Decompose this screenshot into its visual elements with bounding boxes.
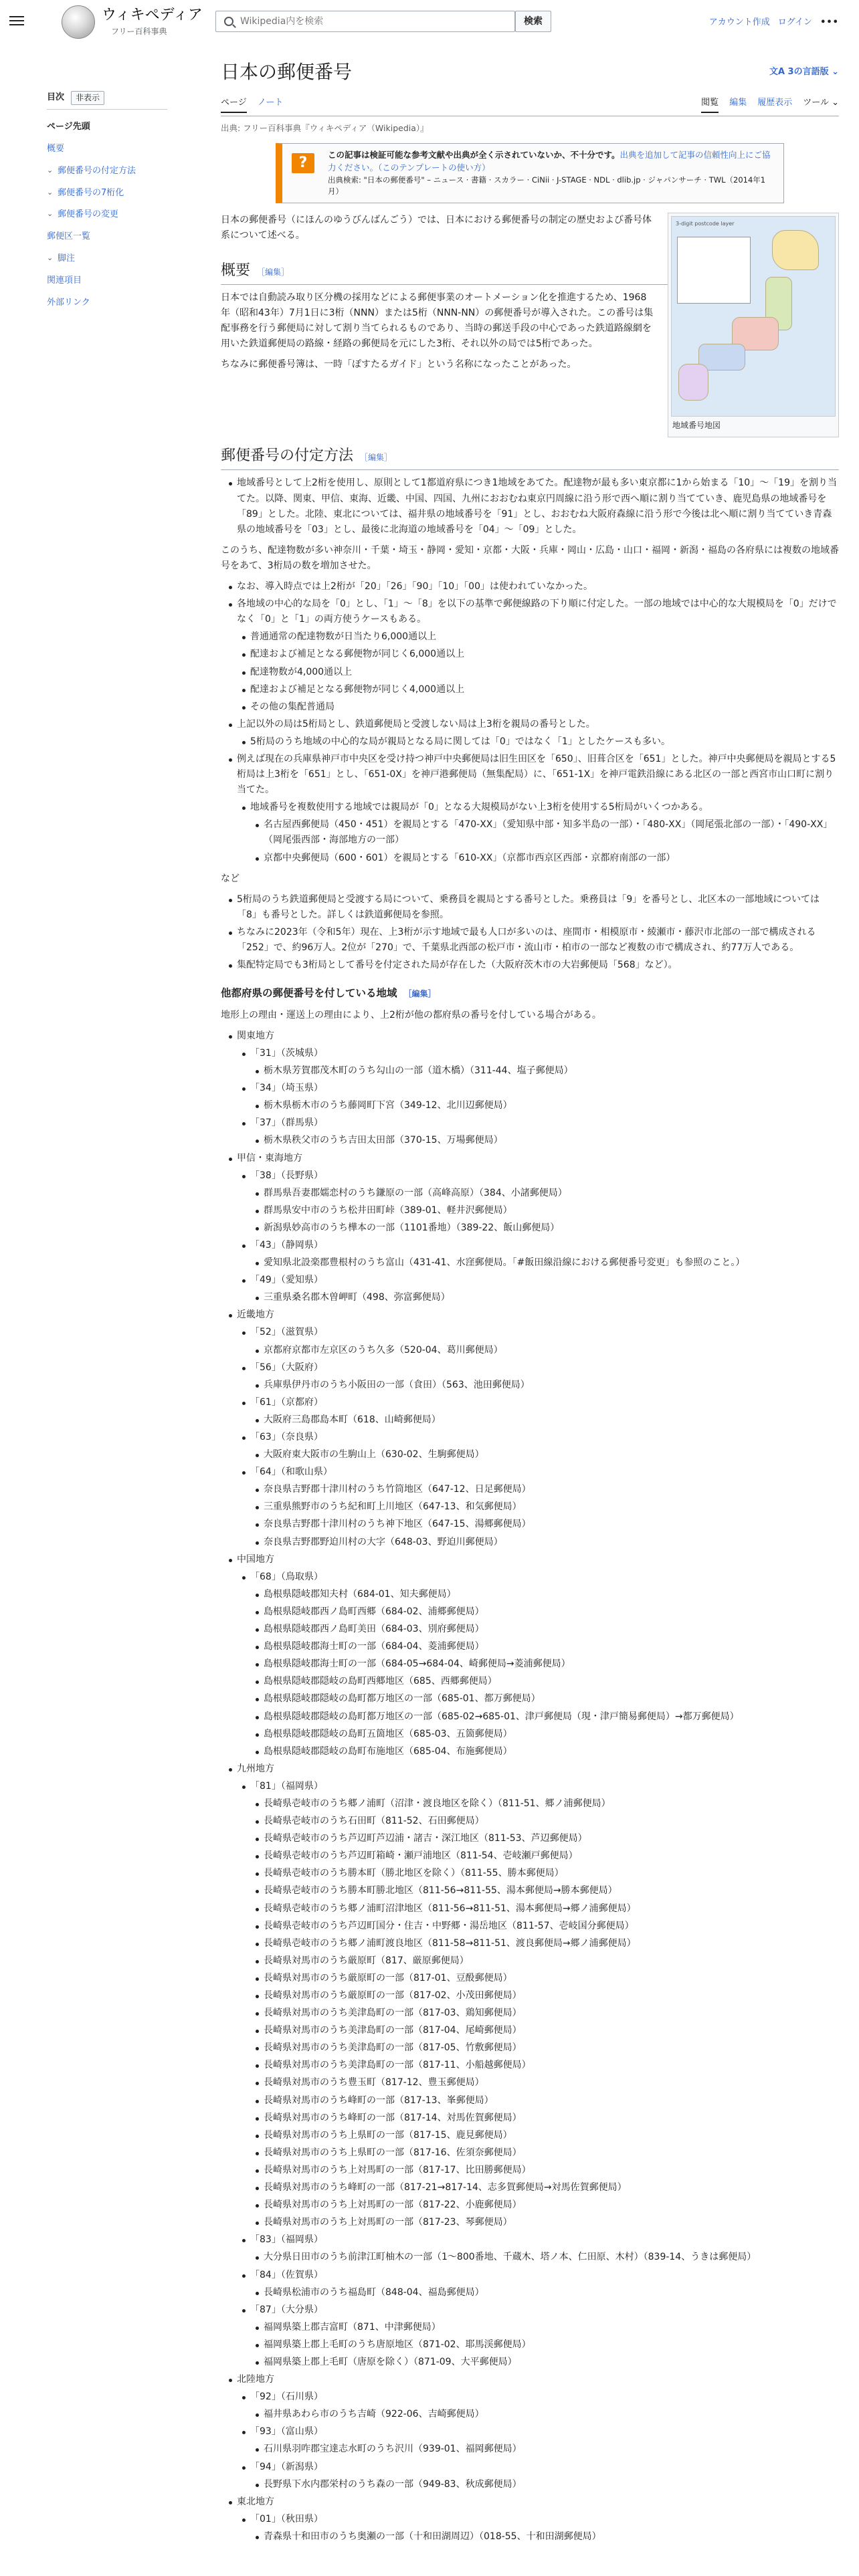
code-group: [242, 2424, 839, 2457]
list-item: 上記以外の局は5桁局とし、鉄道郵便局と受渡しない局は上3桁を親局の番号とした。 5桁局のうち地域の中心的な局が親局となる局に関しては「0」ではなく「1」としたケースも多い。: [229, 717, 839, 750]
infobox: [668, 213, 839, 437]
code-group: [242, 1238, 839, 1271]
postcode-region-map[interactable]: [671, 216, 836, 417]
code-group: [242, 2268, 839, 2300]
list-item: 島根県隠岐郡知夫村（684-01、知夫郵便局）: [256, 1587, 839, 1602]
chevron-down-icon[interactable]: ⌄: [47, 209, 54, 219]
region-group-list: [237, 1046, 839, 1149]
list-item: その他の集配普通局: [242, 700, 839, 715]
list-item: なお、導入時点では上2桁が「20」「26」「90」「10」「00」は使われていなかった。: [229, 579, 839, 595]
code-group: [242, 1395, 839, 1428]
wikipedia-logo-icon[interactable]: [62, 5, 95, 39]
list-item: 長崎県対馬市のうち上対馬町の一部（817-23、琴郵便局）: [256, 2215, 839, 2230]
section-other-heading: 他都府県の郵便番号を付している地域 ［編集］: [221, 987, 436, 1000]
area-list: [250, 1133, 839, 1148]
list-item: 長崎県対馬市のうち上対馬町の一部（817-17、比田勝郵便局）: [256, 2163, 839, 2178]
code-group: [242, 1570, 839, 1759]
list-item: 栃木県秩父市のうち吉田太田部（370-15、万場郵便局）: [256, 1133, 839, 1148]
code-group: [242, 1168, 839, 1236]
edit-section-link[interactable]: ［編集］: [360, 453, 393, 463]
area-list: [250, 1587, 839, 1759]
area-list: [250, 1378, 839, 1393]
list-item: 長崎県壱岐市のうち石田町（811-52、石田郵便局）: [256, 1814, 839, 1829]
list-item: 福岡県築上郡吉富町（871、中津郵便局）: [256, 2320, 839, 2335]
tagline: フリー百科事典: [111, 27, 167, 36]
map-title: 3-digit postcode layer: [676, 221, 735, 227]
intro-paragraph: 日本の郵便番号（にほんのゆうびんばんごう）では、日本における郵便番号の制定の歴史および番号体系について述べる。: [221, 215, 652, 241]
area-list: [250, 1343, 839, 1358]
list-item: 長崎県対馬市のうち豊玉町（817-12、豊玉郵便局）: [256, 2075, 839, 2090]
postcode-prefix: 「52」（滋賀県）: [250, 1327, 323, 1338]
area-list: [250, 2477, 839, 2492]
area-list: [250, 1290, 839, 1305]
list-item: 京都府京都市左京区のうち久多（520-04、葛川郵便局）: [256, 1343, 839, 1358]
list-item: 新潟県妙高市のうち樺本の一部（1101番地）（389-22、飯山郵便局）: [256, 1220, 839, 1236]
code-group: [242, 2232, 839, 2265]
template-usage-link[interactable]: （このテンプレートの使い方）: [378, 163, 490, 173]
list-item: 長崎県対馬市のうち上対馬町の一部（817-22、小鹿郵便局）: [256, 2197, 839, 2213]
list-item: 島根県隠岐郡隠岐の島町西郷地区（685、西郷郵便局）: [256, 1674, 839, 1689]
toc-item-list[interactable]: 郵便区一覧: [47, 231, 91, 242]
page-title: 日本の郵便番号: [221, 61, 353, 83]
list-item: 三重県桑名郡木曽岬町（498、弥富郵便局）: [256, 1290, 839, 1305]
code-group: [242, 2512, 839, 2545]
list-item: 奈良県吉野郡野迫川村の大字（648-03、野迫川郵便局）: [256, 1535, 839, 1550]
user-links: [709, 16, 839, 30]
list-item: 長崎県壱岐市のうち芦辺町芦辺浦・諸吉・深江地区（811-53、芦辺郵便局）: [256, 1831, 839, 1846]
map-inset: [677, 237, 751, 304]
code-group: [242, 1046, 839, 1079]
list-item: 青森県十和田市のうち奥瀬の一部（十和田湖周辺）（018-55、十和田湖郵便局）: [256, 2529, 839, 2545]
postcode-prefix: 「43」（静岡県）: [250, 1239, 323, 1251]
list-item: 地域番号を複数使用する地域では親局が「0」となる大規模局がない上3桁を使用する5桁局がいくつかある。 名古屋西郵便局（450・451）を親局とする「470-XX」（愛知県中部・知多半島の一部）・「480-XX」（岡尾張北部の一部）・「490-XX」（岡尾張西部・海部地方の一部） 京都中央郵便局（600・601）を親局とする「610-XX」（京都市西京区西部・京都府南部の一部）: [242, 800, 839, 865]
code-group: [242, 1360, 839, 1393]
region-item: [229, 1151, 839, 1306]
region-item: [229, 2494, 839, 2545]
code-group: [242, 2302, 839, 2370]
area-list: [250, 1255, 839, 1271]
list-item: 大阪府三島郡島本町（618、山崎郵便局）: [256, 1412, 839, 1428]
list-item: 長崎県対馬市のうち上県町の一部（817-16、佐須奈郵便局）: [256, 2145, 839, 2161]
list-item: 長崎県対馬市のうち厳原町の一部（817-02、小茂田郵便局）: [256, 1988, 839, 2004]
chevron-down-icon[interactable]: ⌄: [47, 165, 54, 175]
list-item: 例えば現在の兵庫県神戸市中央区を受け持つ神戸中央郵便局は旧生田区を「650」、旧葺合区を「651」とした。神戸中央郵便局を親局とする5桁局は上3桁を「651」とし、「651-0X」を神戸港郵便局（無集配局）に、「651-1X」を神戸電鉄沿線にある北区の一部と西宮市山口町に割り当てた。 地域番号を複数使用する地域では親局が「0」となる大規模局がない上3桁を使用する5桁局がいくつかある。 名古屋西郵便局（450・451）を親局とする「470-XX」（愛知県中部・知多半島の一部）・「480-XX」（岡尾張北部の一部）・「490-XX」（岡尾張西部・海部地方の一部） 京都中央郵便局（600・601）を親局とする「610-XX」（京都市西京区西部・京都府南部の一部）: [229, 752, 839, 866]
login-link[interactable]: ログイン: [777, 17, 813, 27]
section-method-heading: 郵便番号の付定方法 ［編集］: [221, 444, 839, 470]
language-button[interactable]: 文A 3の言語版 ⌄: [769, 67, 839, 77]
toc-item-top[interactable]: ページ先頭: [47, 122, 90, 132]
list-item: 島根県隠岐郡西ノ島町西郷（684-02、浦郷郵便局）: [256, 1604, 839, 1620]
list-item: 栃木県芳賀郡茂木町のうち勾山の一部（道木橋）（311-44、塩子郵便局）: [256, 1063, 839, 1079]
region-item: [229, 1552, 839, 1759]
etc-text: など: [221, 873, 240, 884]
postcode-prefix: 「34」（埼玉県）: [250, 1083, 323, 1094]
tab-edit[interactable]: 編集: [729, 97, 747, 108]
list-item: 大分県日田市のうち前津江町柚木の一部（1～800番地、千蔵木、塔ノ本、仁田原、木村）（839-14、うきは郵便局）: [256, 2250, 839, 2265]
list-item: 5桁局のうち地域の中心的な局が親局となる局に関しては「0」ではなく「1」としたケースも多い。: [242, 734, 839, 750]
list-item: 長崎県壱岐市のうち郷ノ浦町渡良地区（811-58→811-51、渡良郵便局→郷ノ浦郵便局）: [256, 1936, 839, 1951]
list-item: 兵庫県伊丹市のうち小阪田の一部（食田）（563、池田郵便局）: [256, 1378, 839, 1393]
region-item: [229, 1761, 839, 2370]
list-item: 福井県あわら市のうち吉崎（922-06、吉崎郵便局）: [256, 2407, 839, 2422]
postcode-prefix: 「56」（大阪府）: [250, 1362, 323, 1373]
regions-list: [221, 1029, 839, 2545]
postcode-prefix: 「31」（茨城県）: [250, 1047, 323, 1059]
list-item: 長崎県対馬市のうち美津島町の一部（817-05、竹敷郵便局）: [256, 2040, 839, 2056]
list-item: 長崎県壱岐市のうち勝本町勝北地区（811-56→811-55、湯本郵便局→勝本郵便局）: [256, 1883, 839, 1899]
toc-item-7digit[interactable]: ⌄ 郵便番号の7桁化: [47, 183, 167, 205]
main-content: [221, 60, 839, 2547]
translate-icon: 文A: [769, 67, 788, 77]
code-group: [242, 1081, 839, 1113]
code-group: [242, 1325, 839, 1358]
area-list: [250, 1412, 839, 1428]
tab-tools[interactable]: ツール ⌄: [803, 97, 839, 108]
postcode-prefix: 「94」（新潟県）: [250, 2461, 323, 2472]
list-item: 京都中央郵便局（600・601）を親局とする「610-XX」（京都市西京区西部・京都府南部の一部）: [256, 851, 839, 866]
area-list: [250, 2442, 839, 2457]
postcode-prefix: 「87」（大分県）: [250, 2304, 323, 2315]
list-item: 配達および補足となる郵便物が同じく4,000通以上: [242, 682, 839, 697]
list-item: 名古屋西郵便局（450・451）を親局とする「470-XX」（愛知県中部・知多半島の一部）・「480-XX」（岡尾張北部の一部）・「490-XX」（岡尾張西部・海部地方の一部）: [256, 817, 839, 848]
list-item: 島根県隠岐郡海士町の一部（684-04、菱浦郵便局）: [256, 1639, 839, 1654]
region-item: [229, 1029, 839, 1149]
overview-paragraph-2: ちなみに郵便番号簿は、一時「ぽすたるガイド」という名称になったことがあった。: [221, 359, 577, 370]
list-item: 長崎県壱岐市のうち郷ノ浦町沼津地区（811-56→811-51、湯本郵便局→郷ノ浦郵便局）: [256, 1901, 839, 1917]
method-list-3: [221, 892, 839, 973]
toc-item-overview[interactable]: 概要: [47, 143, 65, 154]
list-item: 石川県羽咋郡宝達志水町のうち沢川（939-01、福岡郵便局）: [256, 2442, 839, 2457]
tab-history[interactable]: 履歴表示: [757, 97, 793, 108]
more-options-icon[interactable]: •••: [820, 17, 839, 27]
postcode-prefix: 「64」（和歌山県）: [250, 1467, 332, 1478]
region-name: 甲信・東海地方: [237, 1152, 302, 1164]
postcode-prefix: 「93」（富山県）: [250, 2426, 323, 2438]
list-item: 長崎県対馬市のうち美津島町の一部（817-11、小船越郵便局）: [256, 2058, 839, 2073]
list-item: 各地域の中心的な局を「0」とし、「1」〜「8」を以下の基準で郵便線路の下り順に付定した。一部の地域では中心的な大規模局を「0」だけでなく「0」と「1」の両方使うケースもある。 普通通常の配達物数が日当たり6,000通以上 配達および補足となる郵便物が同じく6,000通以上 配達物数が4,000通以上 配達および補足となる郵便物が同じく4,000通以上 その他の集配普通局: [229, 597, 839, 715]
toc-item-external[interactable]: 外部リンク: [47, 297, 90, 308]
wordmark[interactable]: ウィキペディア: [102, 7, 203, 23]
list-item: 福岡県築上郡上毛町（唐原を除く）（871-09、大平郵便局）: [256, 2355, 839, 2370]
code-group: [242, 2460, 839, 2492]
list-item: 長崎県対馬市のうち厳原町（817、厳原郵便局）: [256, 1953, 839, 1969]
area-list: [250, 2407, 839, 2422]
postcode-prefix: 「37」（群馬県）: [250, 1117, 323, 1129]
method-list-2: [221, 579, 839, 866]
map-region-kyushu: [678, 364, 708, 401]
region-group-list: [237, 2389, 839, 2492]
map-region-hokkaido: [772, 230, 819, 270]
list-item: 長崎県対馬市のうち美津島町の一部（817-03、鶏知郵便局）: [256, 2006, 839, 2021]
region-item: [229, 2372, 839, 2492]
site-header: [0, 0, 859, 48]
list-item: 島根県隠岐郡西ノ島町美田（684-03、別府郵便局）: [256, 1622, 839, 1637]
region-name: 中国地方: [237, 1553, 274, 1565]
list-item: 長崎県対馬市のうち美津島町の一部（817-04、尾崎郵便局）: [256, 2023, 839, 2038]
area-list: [250, 1186, 839, 1236]
list-item: 大阪府東大阪市の生駒山上（630-02、生駒郵便局）: [256, 1447, 839, 1463]
article-body: [221, 213, 839, 2545]
search-icon: [224, 17, 233, 26]
region-group-list: [237, 1570, 839, 1759]
source-search-links[interactable]: 出典検索: "日本の郵便番号" – ニュース · 書籍 · スカラー · CiNii · J-STAGE · NDL · dlib.jp · ジャパンサーチ · TWL（2014年1月）: [328, 175, 766, 197]
region-group-list: [237, 1325, 839, 1549]
postcode-prefix: 「63」（奈良県）: [250, 1432, 323, 1443]
area-list: [250, 1063, 839, 1079]
page-tabs: [221, 95, 839, 116]
tab-read[interactable]: 閲覧: [701, 96, 719, 114]
list-item: 群馬県吾妻郡嬬恋村のうち鎌原の一部（高峰高原）（384、小諸郵便局）: [256, 1186, 839, 1201]
area-list: [250, 2529, 839, 2545]
create-account-link[interactable]: アカウント作成: [708, 17, 770, 27]
search-box[interactable]: [215, 11, 515, 32]
chevron-down-icon[interactable]: ⌄: [47, 187, 54, 197]
list-item: 長崎県対馬市のうち峰町の一部（817-14、対馬佐賀郵便局）: [256, 2111, 839, 2126]
list-item: 島根県隠岐郡隠岐の島町都万地区の一部（685-01、都万郵便局）: [256, 1691, 839, 1707]
area-list: [250, 2320, 839, 2370]
citation-needed-notice: ? この記事は検証可能な参考文献や出典が全く示されていないか、不十分です。出典を追加して記事の信頼性向上にご協力ください。（このテンプレートの使い方） 出典検索: "日本の郵便番号" – ニュース · 書籍 · スカラー · CiNii · J-STAGE · NDL · dlib.jp · ジャパンサーチ · TWL（2014年1月）: [276, 143, 784, 203]
area-list: [250, 1482, 839, 1549]
region-group-list: [237, 2512, 839, 2545]
code-group: [242, 2389, 839, 2422]
postcode-prefix: 「61」（京都府）: [250, 1396, 323, 1408]
list-item: 長野県下水内郡栄村のうち森の一部（949-83、秋成郵便局）: [256, 2477, 839, 2492]
list-item: 愛知県北設楽郡豊根村のうち富山（431-41、水窪郵便局。「#飯田線沿線における郵便番号変更」も参照のこと。）: [256, 1255, 839, 1271]
region-group-list: [237, 1779, 839, 2370]
toc-title: 目次: [47, 92, 65, 103]
region-name: 東北地方: [237, 2496, 274, 2507]
edit-section-link[interactable]: ［編集］: [403, 989, 436, 999]
list-item: 長崎県対馬市のうち上県町の一部（817-15、鹿見郵便局）: [256, 2128, 839, 2143]
list-item: 長崎県壱岐市のうち芦辺町国分・住吉・中野郷・湯岳地区（811-57、壱岐国分郵便局）: [256, 1919, 839, 1934]
area-list: [250, 2285, 839, 2300]
list-item: 福岡県築上郡上毛町のうち唐原地区（871-02、耶馬渓郵便局）: [256, 2337, 839, 2353]
toc-item-related[interactable]: 関連項目: [47, 275, 82, 286]
method-list: [221, 475, 839, 537]
list-item: 長崎県松浦市のうち福島町（848-04、福島郵便局）: [256, 2285, 839, 2300]
region-name: 九州地方: [237, 1763, 274, 1774]
code-group: [242, 1430, 839, 1463]
list-item: 配達および補足となる郵便物が同じく6,000通以上: [242, 647, 839, 662]
code-group: [242, 1273, 839, 1305]
list-item: 長崎県壱岐市のうち勝本町（勝北地区を除く）（811-55、勝本郵便局）: [256, 1866, 839, 1881]
section-overview-heading: 概要 ［編集］: [221, 259, 839, 285]
list-item: 栃木県栃木市のうち藤岡町下宮（349-12、北川辺郵便局）: [256, 1098, 839, 1113]
toc-header: [47, 91, 167, 110]
list-item: 群馬県安中市のうち松井田町峠（389-01、軽井沢郵便局）: [256, 1203, 839, 1218]
list-item: 奈良県吉野郡十津川村のうち神下地区（647-15、湯郷郵便局）: [256, 1517, 839, 1532]
toc-hide-button[interactable]: 非表示: [71, 91, 104, 105]
code-group: [242, 1465, 839, 1549]
toc-item-method[interactable]: ⌄ 郵便番号の付定方法: [47, 160, 167, 183]
list-item: 島根県隠岐郡隠岐の島町布施地区（685-04、布施郵便局）: [256, 1744, 839, 1759]
region-group-list: [237, 1168, 839, 1306]
postcode-prefix: 「49」（愛知県）: [250, 1275, 323, 1286]
overview-paragraph-1: 日本では自動読み取り区分機の採用などによる郵便事業のオートメーション化を推進するため、1968年（昭和43年）7月1日に3桁（NNN）または5桁（NNN-NN）の郵便番号が導入された。この番号は集配事務を行う郵便局に対して割り当てられるものであり、当時の郵送手段の中心であった鉄道路線網を用いた鉄道郵便局の路線・経路の郵便局を元にした3桁、それ以外の局では5桁であった。: [221, 292, 654, 350]
postcode-prefix: 「81」（福岡県）: [250, 1780, 323, 1792]
list-item: 三重県熊野市のうち紀和町上川地区（647-13、和気郵便局）: [256, 1499, 839, 1515]
edit-section-link[interactable]: ［編集］: [257, 267, 290, 277]
region-name: 関東地方: [237, 1030, 274, 1041]
area-list: [250, 1447, 839, 1463]
region-name: 近畿地方: [237, 1309, 274, 1321]
region-item: [229, 1307, 839, 1549]
postcode-prefix: 「01」（秋田県）: [250, 2513, 323, 2525]
list-item: 配達物数が4,000通以上: [242, 665, 839, 680]
list-item: 5桁局のうち鉄道郵便局と受渡する局について、乗務員を親局とする番号とした。乗務員は「9」を番号とし、北区本の一部地域については「8」も番号とした。詳しくは鉄道郵便局を参照。: [229, 892, 839, 923]
question-book-icon: [289, 152, 318, 179]
tab-note[interactable]: ノート: [257, 97, 284, 108]
list-item: 長崎県壱岐市のうち郷ノ浦町（沼津・渡良地区を除く）（811-51、郷ノ浦郵便局）: [256, 1796, 839, 1812]
code-group: [242, 1115, 839, 1148]
source-note: 出典: フリー百科事典『ウィキペディア（Wikipedia）』: [221, 123, 429, 134]
postcode-prefix: 「38」（長野県）: [250, 1170, 323, 1181]
method-paragraph: このうち、配達物数が多い神奈川・千葉・埼玉・静岡・愛知・京都・大阪・兵庫・岡山・広島・山口・福岡・新潟・福島の各府県には複数の地域番号をあて、3桁局の数を増加させた。: [221, 544, 839, 571]
list-item: 島根県隠岐郡隠岐の島町五箇地区（685-03、五箇郵便局）: [256, 1727, 839, 1742]
list-item: 長崎県対馬市のうち峰町の一部（817-13、峯郵便局）: [256, 2093, 839, 2109]
list-item: 普通通常の配達物数が日当たり6,000通以上: [242, 629, 839, 645]
criteria-list: [237, 629, 839, 714]
list-item: 奈良県吉野郡十津川村のうち竹筒地区（647-12、日足郵便局）: [256, 1482, 839, 1497]
main-menu-icon[interactable]: [9, 13, 24, 25]
list-item: 長崎県対馬市のうち峰町の一部（817-21→817-14、志多賀郵便局→対馬佐賀郵便局）: [256, 2180, 839, 2195]
table-of-contents: [47, 91, 167, 314]
list-item: 地域番号として上2桁を使用し、原則として1都道府県につき1地域をあてた。配達物が最も多い東京都に1から始まる「10」〜「19」を割り当てた。以降、関東、甲信、東海、近畿、中国、四国、九州におおむね東京円周線に沿う形で西へ順に割り当てていき、鹿児島県の地域番号を「89」とした。北陸、東北については、福井県の地域番号を「91」とし、おおむね大阪府森線に沿う形で今後は北へ順に割り当てていき青森県の地域番号を「03」とし、最後に北海道の地域番号を「04」〜「09」とした。: [229, 475, 839, 537]
area-list: [250, 2250, 839, 2265]
map-caption: 地域番号地図: [672, 421, 721, 431]
toc-item-change[interactable]: ⌄ 郵便番号の変更: [47, 204, 167, 226]
list-item: 島根県隠岐郡海士町の一部（684-05→684-04、崎郵便局→菱浦郵便局）: [256, 1656, 839, 1672]
postcode-prefix: 「84」（佐賀県）: [250, 2269, 323, 2280]
list-item: 島根県隠岐郡隠岐の島町都万地区の一部（685-02→685-01、津戸郵便局（現・津戸簡易郵便局）→都万郵便局）: [256, 1709, 839, 1725]
postcode-prefix: 「68」（鳥取県）: [250, 1571, 323, 1582]
list-item: 長崎県壱岐市のうち芦辺町箱崎・瀬戸浦地区（811-54、壱岐瀬戸郵便局）: [256, 1848, 839, 1864]
region-name: 北陸地方: [237, 2374, 274, 2385]
search-input[interactable]: [240, 16, 468, 27]
toc-item-notes[interactable]: ⌄ 脚注: [47, 248, 167, 270]
add-source-link[interactable]: 出典を追加して記事の信頼性向上にご協力ください。: [328, 150, 771, 173]
code-group: [242, 1779, 839, 2230]
postcode-prefix: 「92」（石川県）: [250, 2391, 323, 2403]
list-item: 長崎県対馬市のうち厳原町の一部（817-01、豆酘郵便局）: [256, 1971, 839, 1986]
list-item: ちなみに2023年（令和5年）現在、上3桁が示す地域で最も人口が多いのは、座間市・相模原市・綾瀬市・藤沢市北部の一部で構成される「252」で、約96万人。2位が「270」で、千葉県北西部の松戸市・流山市・柏市の一部など複数の市で構成され、約77万人である。: [229, 925, 839, 956]
area-list: [250, 1098, 839, 1113]
postcode-prefix: 「83」（福岡県）: [250, 2234, 323, 2246]
area-list: [250, 1796, 839, 2230]
other-paragraph: 地形上の理由・運送上の理由により、上2桁が他の都府県の番号を付している場合がある。: [221, 1009, 601, 1021]
chevron-down-icon[interactable]: ⌄: [47, 253, 54, 262]
tab-page[interactable]: ページ: [221, 96, 247, 114]
examples-list: [250, 817, 839, 865]
toc-list: [47, 116, 167, 314]
search-button[interactable]: 検索: [515, 11, 551, 32]
list-item: 集配特定局でも3桁局として番号を付定された局が存在した（大阪府茨木市の大岩郵便局「568」など）。: [229, 958, 839, 973]
